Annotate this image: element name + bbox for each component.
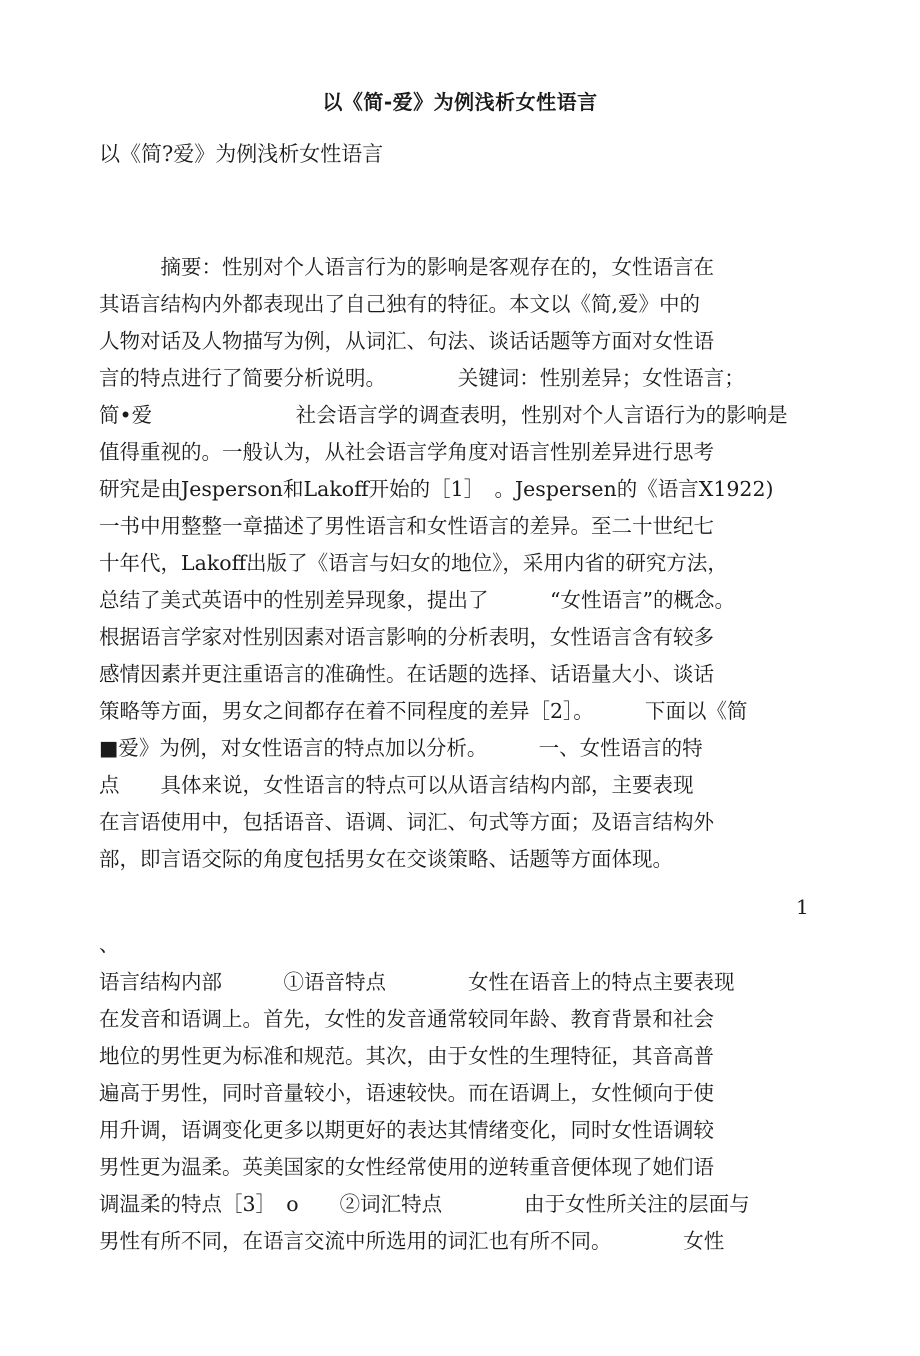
body-line: 根据语言学家对性别因素对语言影响的分析表明，女性语言含有较多: [99, 625, 714, 649]
body-line: 男性更为温柔。英美国家的女性经常使用的逆转重音便体现了她们语: [99, 1155, 714, 1179]
body-line: 简•爱 社会语言学的调查表明，性别对个人言语行为的影响是: [99, 403, 788, 427]
list-mark: 、: [99, 932, 119, 956]
body-line: 值得重视的。一般认为，从社会语言学角度对语言性别差异进行思考: [99, 440, 714, 464]
body-line: 总结了美式英语中的性别差异现象，提出了 “女性语言”的概念。: [99, 588, 735, 612]
page-number: 1: [796, 895, 809, 919]
body-line: 语言结构内部 ①语音特点 女性在语音上的特点主要表现: [99, 970, 735, 994]
body-line: 遍高于男性，同时音量较小，语速较快。而在语调上，女性倾向于使: [99, 1081, 714, 1105]
body-line: 十年代，Lakoff出版了《语言与妇女的地位》，采用内省的研究方法，: [99, 551, 728, 575]
body-line: 言的特点进行了简要分析说明。 关键词：性别差异；女性语言；: [99, 366, 745, 390]
body-line: 感情因素并更注重语言的准确性。在话题的选择、话语量大小、谈话: [99, 662, 714, 686]
document-subtitle: 以《简?爱》为例浅析女性语言: [99, 142, 384, 166]
body-line: 用升调，语调变化更多以期更好的表达其情绪变化，同时女性语调较: [99, 1118, 714, 1142]
body-line: 摘要：性别对个人语言行为的影响是客观存在的，女性语言在: [99, 255, 714, 279]
body-line: 研究是由Jesperson和Lakoff开始的［1］ 。Jespersen的《语言X1922): [99, 477, 774, 501]
document-title: 以《简-爱》为例浅析女性语言: [322, 90, 598, 114]
body-line: 一书中用整整一章描述了男性语言和女性语言的差异。至二十世纪七: [99, 514, 714, 538]
body-line: 策略等方面，男女之间都存在着不同程度的差异［2］。 下面以《简: [99, 699, 748, 723]
body-line: 人物对话及人物描写为例，从词汇、句法、谈话话题等方面对女性语: [99, 329, 714, 353]
body-line: 地位的男性更为标准和规范。其次，由于女性的生理特征，其音高普: [99, 1044, 714, 1068]
body-line: 其语言结构内外都表现出了自己独有的特征。本文以《简,爱》中的: [99, 292, 701, 316]
body-line: 点 具体来说，女性语言的特点可以从语言结构内部，主要表现: [99, 773, 694, 797]
body-line: 在发音和语调上。首先，女性的发音通常较同年龄、教育背景和社会: [99, 1007, 714, 1031]
body-line: 调温柔的特点［3］ o ②词汇特点 由于女性所关注的层面与: [99, 1192, 750, 1216]
body-line: 男性有所不同，在语言交流中所选用的词汇也有所不同。 女性: [99, 1229, 725, 1253]
body-line: 部，即言语交际的角度包括男女在交谈策略、话题等方面体现。: [99, 847, 673, 871]
body-line: 在言语使用中，包括语音、语调、词汇、句式等方面；及语言结构外: [99, 810, 714, 834]
body-line: ■爱》为例，对女性语言的特点加以分析。 一、女性语言的特: [99, 736, 703, 760]
